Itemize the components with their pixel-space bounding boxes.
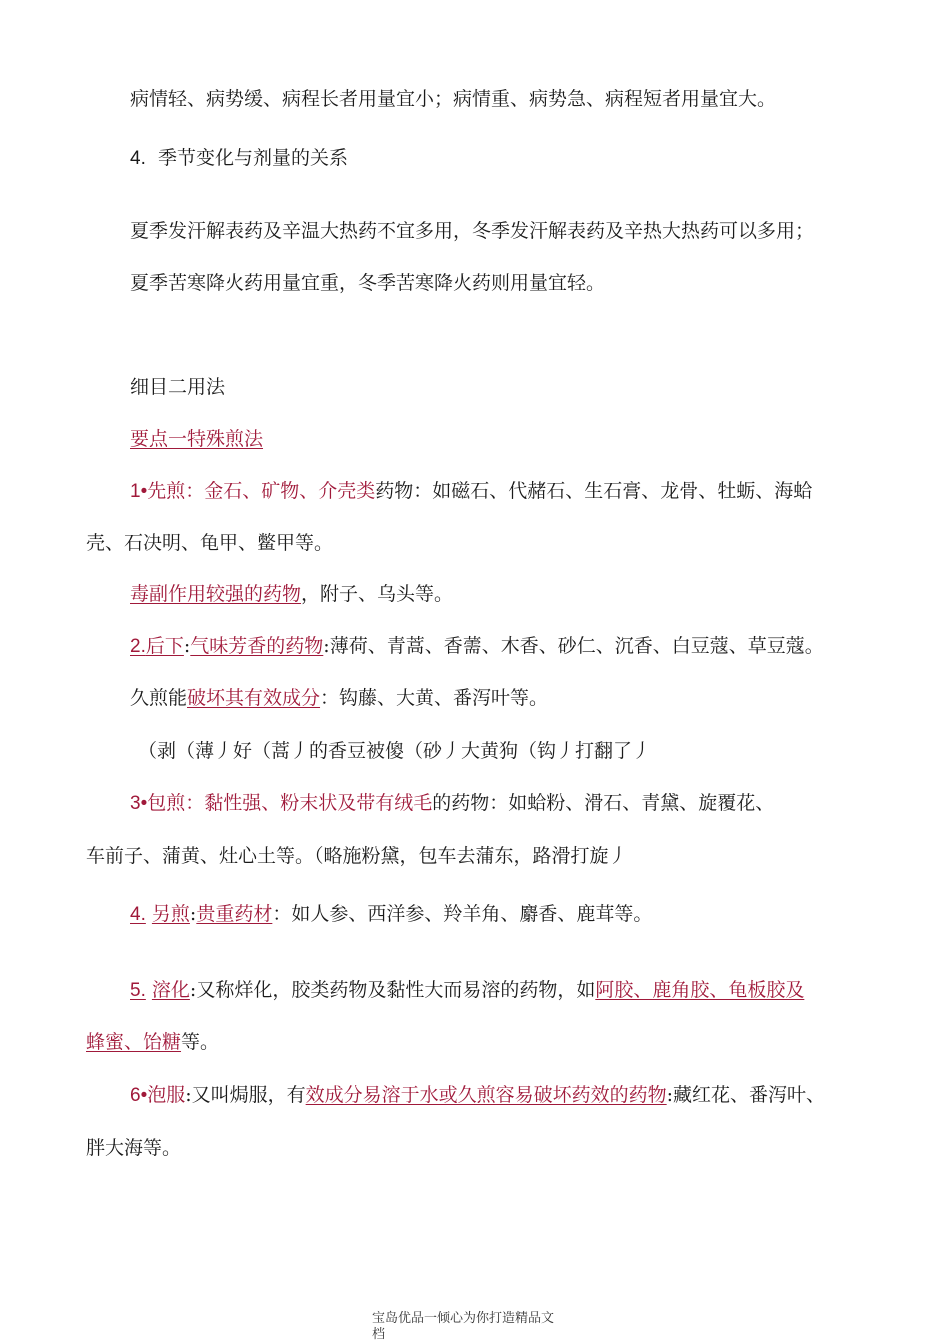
item-6-continuation: 胖大海等。 (86, 1137, 182, 1159)
item-2-second-line: 久煎能破坏其有效成分：钩藤、大黄、番泻叶等。 (130, 687, 549, 709)
item-label: 另煎 (151, 903, 190, 925)
item-number: 5. (130, 980, 146, 1001)
item-number: 1• (130, 481, 148, 502)
item-label: 泡服 (147, 1084, 186, 1106)
item-1-continuation: 壳、石决明、龟甲、鳖甲等。 (86, 532, 334, 554)
item-label: 先煎 (147, 480, 186, 502)
highlight-text: 气味芳香的药物 (190, 635, 324, 657)
item-4-line: 4. 另煎:贵重药材：如人参、西洋参、羚羊角、麝香、鹿茸等。 (130, 903, 653, 925)
item-label: 溶化 (151, 979, 190, 1001)
highlight-text: 阿胶、鹿角胶、龟板胶及 (595, 979, 805, 1001)
paragraph-dosage-severity: 病情轻、病势缓、病程长者用量宜小；病情重、病势急、病程短者用量宜大。 (130, 88, 777, 110)
highlight-text: 蜂蜜、饴糖 (86, 1031, 182, 1053)
highlight-text: 毒副作用较强的药物 (130, 583, 302, 605)
highlight-text: 贵重药材 (196, 903, 273, 925)
item-1-line: 1•先煎：金石、矿物、介壳类药物：如磁石、代赭石、生石膏、龙骨、牡蛎、海蛤 (130, 480, 813, 502)
point-title: 要点一特殊煎法 (130, 428, 264, 450)
page-footer: 宝岛优品一倾心为你打造精品文 档 (372, 1311, 555, 1342)
heading-text: 季节变化与剂量的关系 (157, 147, 348, 169)
highlight-text: 黏性强、粉末状及带有绒毛 (204, 792, 433, 814)
item-5-line: 5. 溶化:又称烊化，胶类药物及黏性大而易溶的药物，如阿胶、鹿角胶、龟板胶及 (130, 979, 805, 1001)
item-number: 4. (130, 904, 146, 925)
item-1-toxic-line: 毒副作用较强的药物，附子、乌头等。 (130, 583, 454, 605)
item-label: 包煎 (147, 792, 186, 814)
item-2-line: 2.后下:气味芳香的药物:薄荷、青蒿、香薷、木香、砂仁、沉香、白豆蔻、草豆蔻。 (130, 635, 824, 657)
section-title: 细目二用法 (130, 376, 226, 398)
item-label: 后下 (145, 635, 184, 657)
item-number: 3• (130, 793, 148, 814)
heading-season (130, 145, 348, 172)
highlight-text: 破坏其有效成分 (187, 687, 321, 709)
item-5-continuation: 蜂蜜、饴糖等。 (86, 1031, 220, 1053)
item-number: 6• (130, 1085, 148, 1106)
paragraph-season-2: 夏季苦寒降火药用量宜重，冬季苦寒降火药则用量宜轻。 (130, 272, 606, 294)
item-3-continuation: 车前子、蒲黄、灶心土等。（略施粉黛，包车去蒲东，路滑打旋丿 (86, 845, 628, 867)
item-number: 2. (130, 636, 146, 657)
item-6-line: 6•泡服:又叫焗服，有效成分易溶于水或久煎容易破坏药效的药物:藏红花、番泻叶、 (130, 1084, 826, 1106)
highlight-text: 效成分易溶于水或久煎容易破坏药效的药物 (305, 1084, 667, 1106)
item-3-line: 3•包煎：黏性强、粉末状及带有绒毛的药物：如蛤粉、滑石、青黛、旋覆花、 (130, 792, 775, 814)
heading-number: 4. (130, 148, 146, 169)
highlight-text: 金石、矿物、介壳类 (204, 480, 376, 502)
paragraph-season-1: 夏季发汗解表药及辛温大热药不宜多用，冬季发汗解表药及辛热大热药可以多用； (130, 220, 815, 242)
mnemonic-houxia: （剥（薄丿好（蒿丿的香豆被傻（砂丿大黄狗（钩丿打翻了丿 (138, 740, 652, 762)
